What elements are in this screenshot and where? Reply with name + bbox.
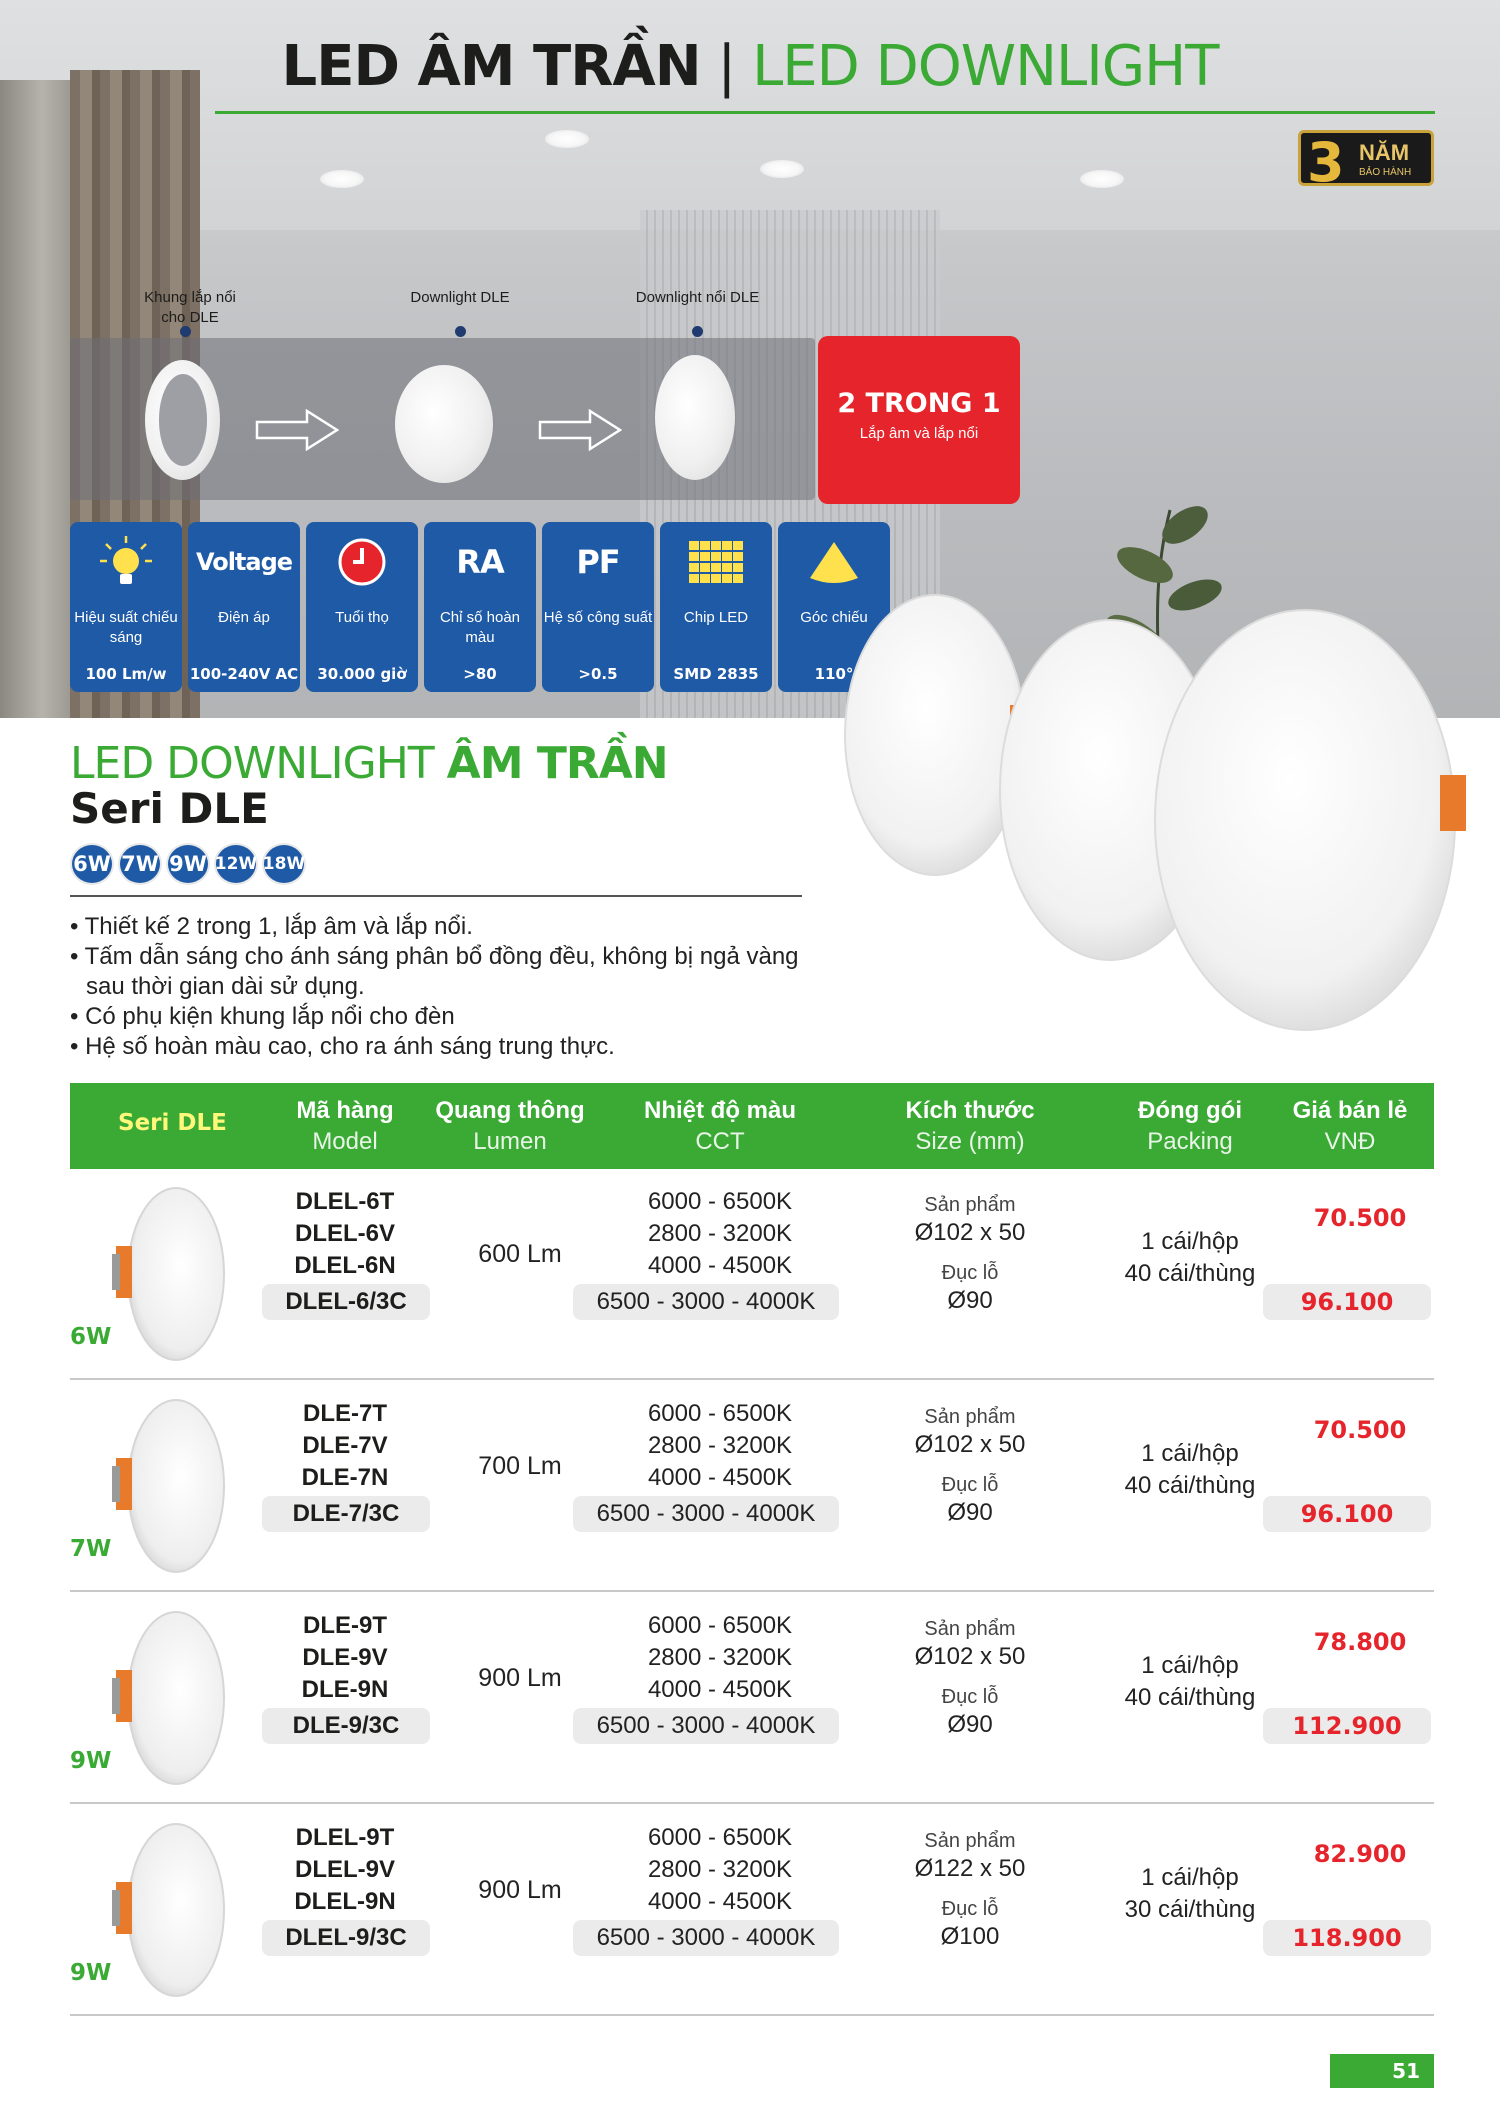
packing-box: 1 cái/hộp	[1141, 1652, 1239, 1679]
wattage-label: 7W	[70, 1536, 112, 1562]
ra-icon: RA	[456, 543, 504, 581]
series-name: Seri DLE	[70, 784, 269, 833]
cct-3c-value: 6500 - 3000 - 4000K	[573, 1284, 839, 1320]
product-thumbnail	[106, 1184, 226, 1364]
model-code: DLE-7V	[302, 1432, 388, 1459]
chip-icon	[660, 532, 772, 592]
price-value: 82.900	[1313, 1840, 1407, 1868]
cct-list	[570, 1186, 870, 1282]
cct-list	[570, 1398, 870, 1494]
window	[0, 80, 70, 718]
size-product-label: Sản phẩm	[924, 1830, 1016, 1852]
size-product-label: Sản phẩm	[924, 1194, 1016, 1216]
series-title-light: LED DOWNLIGHT	[70, 738, 434, 789]
divider	[70, 895, 802, 897]
install-label-surface: Downlight nổi DLE	[635, 289, 760, 306]
watt-badge: 12W	[214, 843, 258, 885]
wattage-label: 9W	[70, 1960, 112, 1986]
spec-label: Điện áp	[218, 609, 270, 626]
model-code: DLE-9V	[302, 1644, 388, 1671]
packing-box: 1 cái/hộp	[1141, 1864, 1239, 1891]
spec-value: >80	[463, 665, 497, 683]
voltage-icon: Voltage	[195, 548, 293, 576]
size-cell	[870, 1192, 1070, 1316]
cct-3c-value: 6500 - 3000 - 4000K	[573, 1920, 839, 1956]
series-title	[70, 738, 668, 789]
model-code: DLE-7N	[301, 1464, 389, 1491]
size-cutout-value: Ø90	[947, 1711, 993, 1738]
packing-cell	[1070, 1226, 1310, 1290]
table-row	[70, 1168, 1434, 1380]
ceiling-spotlight	[320, 170, 364, 188]
packing-carton: 40 cái/thùng	[1124, 1684, 1256, 1711]
spec-tiles	[70, 522, 892, 692]
header-model: Mã hàng Model	[296, 1097, 394, 1155]
price-3c-value: 118.900	[1263, 1920, 1431, 1956]
packing-cell	[1070, 1650, 1310, 1714]
two-in-one-badge	[818, 336, 1020, 504]
model-code-3c: DLEL-6/3C	[262, 1284, 430, 1320]
watt-badge: 6W	[70, 843, 114, 885]
cct-value: 4000 - 4500K	[647, 1888, 793, 1915]
lumen-value: 900 Lm	[478, 1664, 562, 1692]
spec-label: Góc chiếu	[800, 609, 868, 626]
header-price: Giá bán lẻ VNĐ	[1292, 1097, 1408, 1155]
cct-value: 2800 - 3200K	[647, 1644, 793, 1671]
spec-tile-cri	[424, 522, 536, 692]
badge-subtitle: Lắp âm và lắp nổi	[859, 425, 979, 442]
arrow-right-icon	[538, 408, 622, 452]
size-product-label: Sản phẩm	[924, 1618, 1016, 1640]
size-cutout-value: Ø90	[947, 1287, 993, 1314]
spec-label: Chip LED	[683, 609, 749, 626]
model-code: DLEL-9V	[294, 1856, 395, 1883]
page-number: 51	[1330, 2054, 1434, 2088]
model-list	[260, 1398, 430, 1494]
spec-value: >0.5	[578, 665, 618, 683]
cct-value: 4000 - 4500K	[647, 1252, 793, 1279]
cct-list	[570, 1610, 870, 1706]
model-code-3c: DLE-7/3C	[262, 1496, 430, 1532]
spec-label: Hệ số công suất	[543, 609, 653, 626]
pointer-dot	[180, 326, 191, 337]
ceiling-spotlight	[545, 130, 589, 148]
price-value: 70.500	[1313, 1416, 1407, 1444]
cct-value: 2800 - 3200K	[647, 1856, 793, 1883]
warranty-badge	[1298, 130, 1434, 194]
price-3c-value: 112.900	[1263, 1708, 1431, 1744]
cct-value: 4000 - 4500K	[647, 1464, 793, 1491]
packing-carton: 40 cái/thùng	[1124, 1472, 1256, 1499]
price-value: 78.800	[1313, 1628, 1407, 1656]
spec-tile-chip	[660, 522, 772, 692]
size-cutout-label: Đục lỗ	[941, 1262, 999, 1284]
watt-badge: 7W	[118, 843, 162, 885]
size-product-value: Ø122 x 50	[914, 1855, 1026, 1882]
feature-item: • Có phụ kiện khung lắp nổi cho đèn	[70, 1003, 455, 1030]
lightbulb-icon	[70, 532, 182, 592]
table-row	[70, 1804, 1434, 2016]
cct-list	[570, 1822, 870, 1918]
packing-carton: 40 cái/thùng	[1124, 1260, 1256, 1287]
size-cutout-value: Ø100	[940, 1923, 1000, 1950]
pointer-dot	[692, 326, 703, 337]
size-cutout-label: Đục lỗ	[941, 1474, 999, 1496]
series-title-bold: ÂM TRẦN	[446, 738, 668, 789]
product-thumbnail	[106, 1396, 226, 1576]
clock-icon	[306, 532, 418, 592]
arrow-right-icon	[255, 408, 339, 452]
pf-icon: PF	[576, 543, 620, 581]
size-product-label: Sản phẩm	[924, 1406, 1016, 1428]
packing-carton: 30 cái/thùng	[1124, 1896, 1256, 1923]
surface-frame-image	[145, 360, 220, 480]
warranty-number: 3	[1307, 131, 1345, 194]
spec-tile-efficiency	[70, 522, 182, 692]
size-cutout-label: Đục lỗ	[941, 1686, 999, 1708]
size-cutout-label: Đục lỗ	[941, 1898, 999, 1920]
badge-title: 2 TRONG 1	[837, 388, 1001, 419]
model-code-3c: DLE-9/3C	[262, 1708, 430, 1744]
warranty-sub: BẢO HÀNH	[1359, 167, 1412, 178]
title-rule	[215, 111, 1435, 114]
pointer-dot	[455, 326, 466, 337]
install-label-downlight: Downlight DLE	[410, 289, 510, 306]
spec-label: Tuổi thọ	[335, 609, 389, 626]
size-cell	[870, 1828, 1070, 1952]
product-thumbnail	[106, 1608, 226, 1788]
size-product-value: Ø102 x 50	[914, 1643, 1026, 1670]
model-code: DLEL-9N	[294, 1888, 396, 1915]
model-list	[260, 1610, 430, 1706]
size-product-value: Ø102 x 50	[914, 1431, 1026, 1458]
downlight-product-image	[840, 560, 1480, 1040]
cct-value: 6000 - 6500K	[647, 1824, 793, 1851]
size-product-value: Ø102 x 50	[914, 1219, 1026, 1246]
model-code: DLEL-6T	[295, 1188, 395, 1215]
warranty-label: NĂM	[1359, 140, 1410, 165]
lumen-value: 600 Lm	[478, 1240, 562, 1268]
header-seri: Seri DLE	[118, 1110, 227, 1136]
cct-3c-value: 6500 - 3000 - 4000K	[573, 1496, 839, 1532]
header-packing: Đóng gói Packing	[1138, 1097, 1242, 1155]
feature-list	[70, 912, 830, 1062]
page-title	[0, 34, 1500, 99]
wattage-badges	[70, 843, 306, 885]
model-list	[260, 1186, 430, 1282]
product-thumbnail	[106, 1820, 226, 2000]
spec-tile-lifetime	[306, 522, 418, 692]
spec-tile-voltage	[188, 522, 300, 692]
price-3c-value: 96.100	[1263, 1284, 1431, 1320]
lumen-value: 900 Lm	[478, 1876, 562, 1904]
size-cell	[870, 1616, 1070, 1740]
model-code: DLEL-6N	[294, 1252, 396, 1279]
row-divider	[70, 2014, 1434, 2016]
spec-tile-power-factor	[542, 522, 654, 692]
model-code: DLE-9N	[301, 1676, 389, 1703]
install-label-frame: Khung lắp nổi cho DLE	[144, 289, 236, 326]
cct-value: 2800 - 3200K	[647, 1220, 793, 1247]
cct-value: 6000 - 6500K	[647, 1400, 793, 1427]
header-cct: Nhiệt độ màu CCT	[643, 1097, 796, 1155]
cct-value: 2800 - 3200K	[647, 1432, 793, 1459]
model-code: DLE-7T	[303, 1400, 387, 1427]
spec-value: SMD 2835	[673, 665, 759, 683]
wattage-label: 6W	[70, 1324, 112, 1350]
spec-label: Chỉ số hoàn màu	[439, 609, 521, 646]
title-green: LED DOWNLIGHT	[752, 34, 1219, 99]
price-3c-value: 96.100	[1263, 1496, 1431, 1532]
packing-cell	[1070, 1438, 1310, 1502]
header-lumen: Quang thông Lumen	[435, 1097, 585, 1155]
spec-value: 30.000 giờ	[317, 665, 407, 683]
size-cutout-value: Ø90	[947, 1499, 993, 1526]
cct-value: 6000 - 6500K	[647, 1612, 793, 1639]
cct-3c-value: 6500 - 3000 - 4000K	[573, 1708, 839, 1744]
title-dark: LED ÂM TRẦN	[281, 34, 701, 99]
spec-value: 100-240V AC	[189, 665, 299, 683]
packing-cell	[1070, 1862, 1310, 1926]
packing-box: 1 cái/hộp	[1141, 1440, 1239, 1467]
spec-value: 100 Lm/w	[85, 665, 167, 683]
model-list	[260, 1822, 430, 1918]
table-row	[70, 1592, 1434, 1804]
watt-badge: 18W	[262, 843, 306, 885]
spec-value: 110°	[814, 665, 854, 683]
header-size: Kích thước Size (mm)	[905, 1097, 1035, 1155]
spec-label: Hiệu suất chiếu sáng	[74, 609, 178, 646]
title-separator: |	[717, 34, 736, 99]
table-header	[70, 1083, 1434, 1169]
watt-badge: 9W	[166, 843, 210, 885]
cct-value: 4000 - 4500K	[647, 1676, 793, 1703]
feature-item: • Hệ số hoàn màu cao, cho ra ánh sáng trung thực.	[70, 1033, 615, 1060]
lumen-value: 700 Lm	[478, 1452, 562, 1480]
feature-item: • Tấm dẫn sáng cho ánh sáng phân bổ đồng đều, không bị ngả vàng sau thời gian dài sử dụng.	[70, 943, 799, 1000]
model-code: DLEL-9T	[295, 1824, 395, 1851]
model-code: DLE-9T	[303, 1612, 387, 1639]
feature-item: • Thiết kế 2 trong 1, lắp âm và lắp nổi.	[70, 913, 473, 940]
size-cell	[870, 1404, 1070, 1528]
wattage-label: 9W	[70, 1748, 112, 1774]
price-value: 70.500	[1313, 1204, 1407, 1232]
packing-box: 1 cái/hộp	[1141, 1228, 1239, 1255]
model-code: DLEL-6V	[294, 1220, 395, 1247]
downlight-image	[395, 365, 493, 483]
table-row	[70, 1380, 1434, 1592]
ceiling-spotlight	[1080, 170, 1124, 188]
surface-downlight-image	[655, 355, 735, 480]
cct-value: 6000 - 6500K	[647, 1188, 793, 1215]
ceiling-spotlight	[760, 160, 804, 178]
model-code-3c: DLEL-9/3C	[262, 1920, 430, 1956]
